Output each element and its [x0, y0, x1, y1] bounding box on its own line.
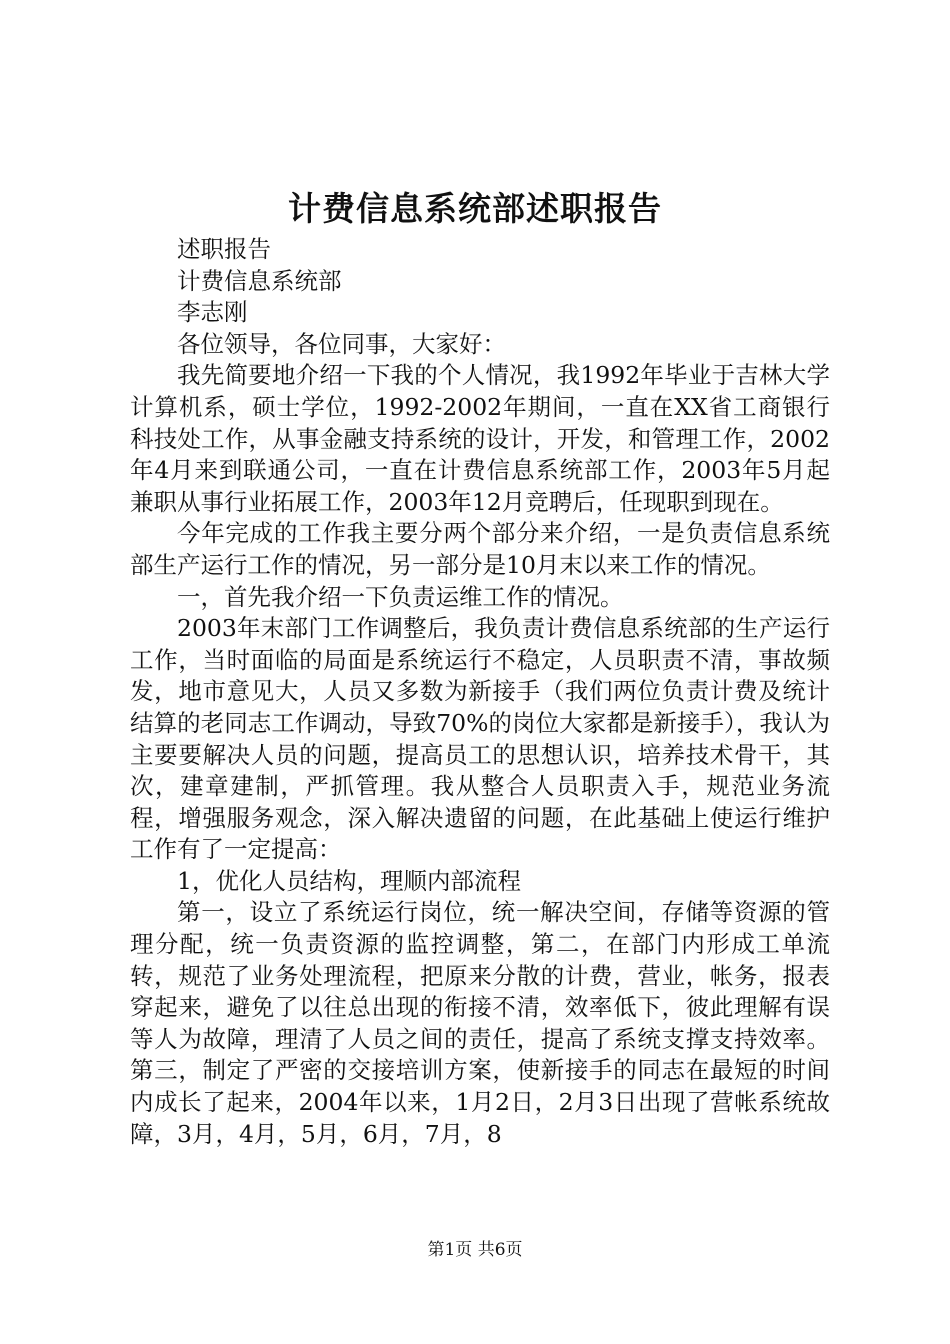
greeting-paragraph: 各位领导，各位同事，大家好： [177, 329, 506, 358]
subsection-heading-1: 1，优化人员结构，理顺内部流程 [177, 866, 521, 895]
structure-details-paragraph: 第一，设立了系统运行岗位，统一解决空间，存储等资源的管理分配，统一负责资源的监控调整，第二，在部门内形成工单流转，规范了业务处理流程，把原来分散的计费，营业，帐务，报表穿起来，避免了以往总出现的衔接不清，效率低下，彼此理解有误等人为故障，理清了人员之间的责任，提高了系统支撑支持效率。第三，制定了严密的交接培训方案，使新接手的同志在最短的时间内成长了起来，2004年以来，1月2日，2月3日出现了营帐系统故障，3月，4月，5月，6月，7月，8 [130, 898, 830, 1148]
page-footer: 第1页 共6页 [427, 1240, 523, 1260]
section-one-heading: 一，首先我介绍一下负责运维工作的情况。 [177, 582, 624, 611]
heading-line-author: 李志刚 [177, 298, 248, 327]
heading-line-report: 述职报告 [177, 235, 271, 263]
heading-line-department: 计费信息系统部 [177, 266, 342, 295]
work-overview-paragraph: 今年完成的工作我主要分两个部分来介绍，一是负责信息系统部生产运行工作的情况，另一部分是10月末以来工作的情况。 [130, 519, 830, 579]
document-title: 计费信息系统部述职报告 [288, 189, 662, 228]
personal-intro-paragraph: 我先简要地介绍一下我的个人情况，我1992年毕业于吉林大学计算机系，硕士学位，1992-2002年期间，一直在XX省工商银行科技处工作，从事金融支持系统的设计，开发，和管理工作，2002年4月来到联通公司，一直在计费信息系统部工作，2003年5月起兼职从事行业拓展工作，2003年12月竞聘后，任现职到现在。 [130, 361, 830, 516]
document-body [130, 234, 830, 1150]
operations-paragraph: 2003年末部门工作调整后，我负责计费信息系统部的生产运行工作，当时面临的局面是系统运行不稳定，人员职责不清，事故频发，地市意见大，人员又多数为新接手（我们两位负责计费及统计结算的老同志工作调动，导致70%的岗位大家都是新接手），我认为主要要解决人员的问题，提高员工的思想认识，培养技术骨干，其次，建章建制，严抓管理。我从整合人员职责入手，规范业务流程，增强服务观念，深入解决遗留的问题，在此基础上使运行维护工作有了一定提高： [130, 614, 830, 864]
